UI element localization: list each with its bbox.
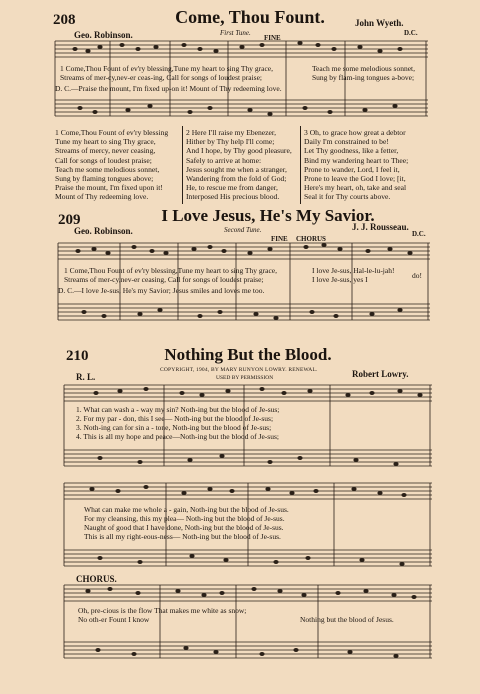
- staff-lyric-line: This is all my right-eous-ness— Noth-ing but the blood of Je-sus.: [84, 532, 281, 541]
- staff-lyric-line: 1 Come,Thou Fount of ev'ry blessing,Tune my heart to sing Thy grace,: [64, 266, 277, 275]
- staff-lyric-line: 3. Noth-ing can for sin a - tone, Noth-ing but the blood of Je-sus;: [76, 423, 272, 432]
- chorus-end-line: Nothing but the blood of Jesus.: [300, 615, 394, 624]
- hymn-number: 210: [66, 348, 89, 364]
- verse-line: Wandering from the fold of God;: [186, 174, 287, 184]
- verse-line: 2 Here I'll raise my Ebenezer,: [186, 128, 277, 137]
- hymn-number: 209: [58, 212, 81, 228]
- staff-lyric-line: 1. What can wash a - way my sin? Noth-ing but the blood of Je-sus;: [76, 405, 280, 414]
- lyricist-credit: Geo. Robinson.: [74, 226, 133, 236]
- copyright-notice: COPYRIGHT, 1904, BY MARY RUNYON LOWRY. RENEWAL.: [160, 367, 318, 373]
- lyricist-credit: R. L.: [76, 372, 96, 382]
- verse-line: Daily I'm constrained to be!: [304, 137, 389, 147]
- hymn-title: Come, Thou Fount.: [175, 7, 325, 27]
- staff-lyric-line: Teach me some melodious sonnet,: [312, 64, 415, 73]
- verse-line: Hither by Thy help I'll come;: [186, 137, 275, 147]
- fine-marking: FINE: [264, 34, 281, 42]
- chorus-lyric-line: Oh, pre-cious is the flow That makes me white as snow;: [78, 606, 247, 615]
- tune-label: First Tune.: [220, 29, 251, 37]
- staff-lyric-line: Streams of mer-cy,nev-er ceas-ing, Call for songs of loudest praise;: [60, 73, 263, 82]
- composer-credit: Robert Lowry.: [352, 369, 409, 379]
- verse-line: Call for songs of loudest praise;: [55, 155, 152, 165]
- staff-lyric-line: D. C.—Praise the mount, I'm fixed up-on it! Mount of Thy redeeming love.: [55, 84, 282, 93]
- staff-lyric-line: For my cleansing, this my plea— Noth-ing but the blood of Je-sus.: [84, 514, 285, 523]
- staff-lyric-line: D. C.—I love Je-sus, He's my Savior; Jesus smiles and loves me too.: [58, 286, 265, 295]
- verse-line: Teach me some melodious sonnet,: [55, 164, 160, 174]
- composer-credit: John Wyeth.: [355, 18, 404, 28]
- tune-label: Second Tune.: [224, 226, 262, 234]
- hymn-title: Nothing But the Blood.: [164, 345, 332, 364]
- staff-lyric-line: 2. For my par - don, this I see— Noth-ing but the blood of Je-sus;: [76, 414, 274, 423]
- verse-line: Mount of Thy redeeming love.: [55, 192, 149, 202]
- staff-lyric-line: 1 Come,Thou Fount of ev'ry blessing,Tune my heart to sing Thy grace,: [60, 64, 273, 73]
- verse-line: Praise the mount, I'm fixed upon it!: [55, 183, 163, 193]
- verse-line: Here's my heart, oh, take and seal: [304, 183, 407, 193]
- permission-notice: USED BY PERMISSION: [216, 375, 274, 381]
- composer-credit: J. J. Rousseau.: [352, 222, 409, 232]
- verse-line: Let Thy goodness, like a fetter,: [304, 146, 399, 156]
- staff-lyric-line: Streams of mer-cy,nev-er ceasing, Call for songs of loudest praise;: [64, 275, 264, 284]
- staff-lyric-line: Sung by flam-ing tongues a-bove;: [312, 73, 415, 82]
- verse-divider: [300, 126, 301, 204]
- chorus-label: CHORUS: [296, 235, 326, 243]
- hymn-title: I Love Jesus, He's My Savior.: [161, 206, 375, 225]
- verse-line: Prone to leave the God I love; [it,: [304, 174, 406, 184]
- verse-3: [304, 128, 408, 202]
- chorus-label: CHORUS.: [76, 574, 117, 584]
- verse-line: He, to rescue me from danger,: [186, 183, 278, 193]
- da-capo-marking: D.C.: [412, 230, 426, 238]
- verse-line: Interposed His precious blood.: [186, 192, 280, 202]
- music-staff-210-chorus: [0, 582, 480, 682]
- verse-line: 3 Oh, to grace how great a debtor: [304, 128, 406, 137]
- verse-2: [186, 128, 292, 202]
- chorus-end-word: do!: [412, 271, 422, 280]
- verse-line: Seal it for Thy courts above.: [304, 192, 391, 202]
- chorus-lyric-line: No oth-er Fount I know: [78, 615, 150, 624]
- fine-marking: FINE: [271, 235, 288, 243]
- chorus-lyric-line: I love Je-sus, Hal-le-lu-jah!: [312, 266, 395, 275]
- verse-line: Sung by flaming tongues above;: [55, 174, 154, 184]
- verse-divider: [182, 126, 183, 204]
- staff-lyric-line: 4. This is all my hope and peace—Noth-ing but the blood of Je-sus;: [76, 432, 279, 441]
- verse-line: Tune my heart to sing Thy grace,: [55, 137, 156, 147]
- verse-line: Streams of mercy, never ceasing,: [55, 146, 156, 156]
- verse-line: Jesus sought me when a stranger,: [186, 164, 287, 174]
- verse-line: 1 Come,Thou Fount of ev'ry blessing: [55, 128, 169, 137]
- verse-line: And I hope, by Thy good pleasure,: [186, 146, 292, 156]
- hymn-number: 208: [53, 12, 76, 28]
- music-staff-209: [0, 240, 480, 330]
- verse-1: [55, 128, 168, 202]
- verse-line: Bind my wandering heart to Thee;: [304, 155, 409, 165]
- lyricist-credit: Geo. Robinson.: [74, 30, 133, 40]
- staff-lyric-line: What can make me whole a - gain, Noth-ing but the blood of Je-sus.: [84, 505, 289, 514]
- chorus-lyric-line: I love Je-sus, yes I: [312, 275, 368, 284]
- verse-line: Prone to wander, Lord, I feel it,: [304, 164, 400, 174]
- staff-lyric-line: Naught of good that I have done, Noth-ing but the blood of Je-sus.: [84, 523, 284, 532]
- verse-line: Safely to arrive at home:: [186, 155, 262, 165]
- da-capo-marking: D.C.: [404, 29, 418, 37]
